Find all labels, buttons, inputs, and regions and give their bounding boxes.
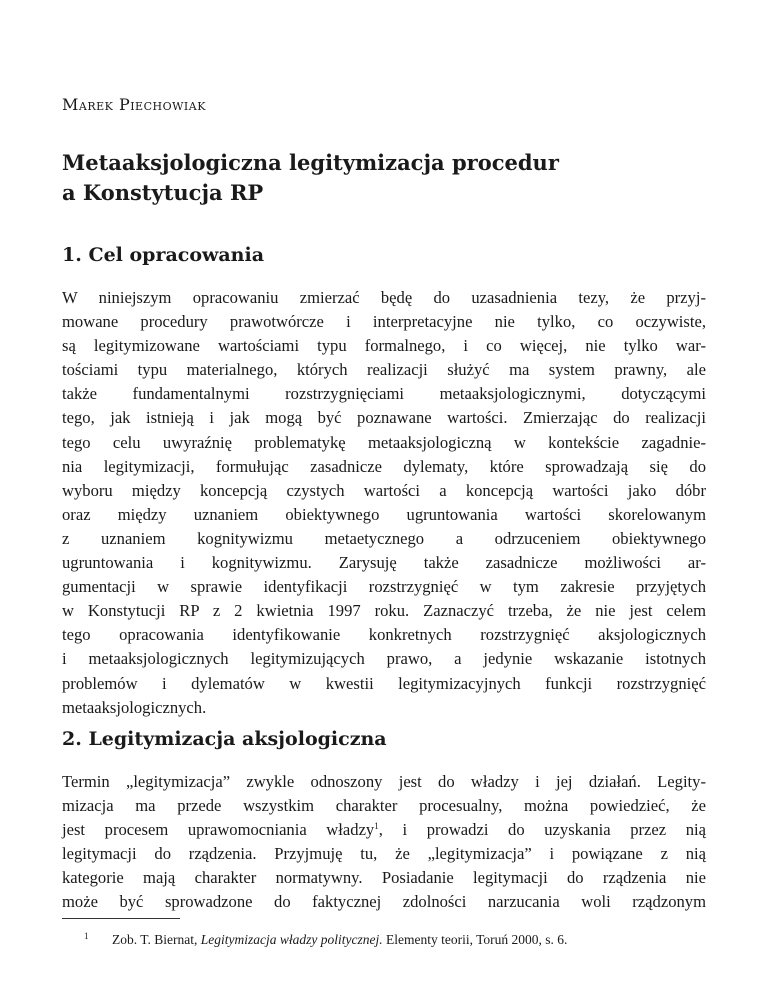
title-line: Metaaksjologiczna legitymizacja procedur	[62, 150, 559, 175]
text-line: tego opracowania identyfikowanie konkretnych rozstrzygnięć aksjologicznych	[62, 625, 706, 645]
text-line: mizacja ma przede wszystkim charakter procesualny, można powiedzieć, że	[62, 796, 706, 816]
text-line: oraz między uznaniem obiektywnego ugruntowania wartości skorelowanym	[62, 504, 706, 524]
text-line: tego, jak istnieją i jak mogą być poznawane wartości. Zmierzając do realizacji	[62, 408, 706, 428]
text-line-with-footnote	[62, 818, 706, 842]
text-line: i metaaksjologicznych legitymizujących prawo, a jedynie wskazanie istotnych	[62, 649, 706, 669]
title-line: a Konstytucja RP	[62, 180, 264, 205]
footnote-mark: 1	[84, 931, 89, 941]
text-line: Termin „legitymizacja” zwykle odnoszony jest do władzy i jej działań. Legity-	[62, 772, 706, 791]
section-heading: 2. Legitymizacja aksjologiczna	[62, 728, 387, 750]
footnote-suffix: Elementy teorii, Toruń 2000, s. 6.	[382, 932, 568, 947]
footnote-book-title: Legitymizacja władzy politycznej.	[200, 932, 383, 947]
text-line: z uznaniem kognitywizmu metaetycznego a odrzuceniem obiektywnego	[62, 528, 706, 548]
text-line: legitymacji do rządzenia. Przyjmuję tu, że „legitymizacja” i powiązane z nią	[62, 844, 706, 864]
text-line: nia legitymizacji, formułując zasadnicze dylematy, które sprowadzają się do	[62, 456, 706, 476]
text-line: może być sprowadzone do faktycznej zdolności narzucania woli rządzonym	[62, 892, 706, 912]
text-line: wyboru między koncepcją czystych wartości a koncepcją wartości jako dóbr	[62, 480, 706, 500]
text-fragment: jest procesem uprawomocniania władzy	[62, 820, 375, 840]
author-name: Marek Piechowiak	[62, 95, 206, 114]
section-1-paragraph	[62, 286, 706, 720]
text-line: mowane procedury prawotwórcze i interpretacyjne nie tylko, co oczywiste,	[62, 312, 706, 332]
text-line: kategorie mają charakter normatywny. Posiadanie legitymacji do rządzenia nie	[62, 868, 706, 888]
text-line: tościami typu materialnego, których realizacji służyć ma system prawny, ale	[62, 360, 706, 380]
text-line: W niniejszym opracowaniu zmierzać będę do uzasadnienia tezy, że przyj-	[62, 288, 706, 307]
text-line: problemów i dylematów w kwestii legitymizacyjnych funkcji rozstrzygnięć	[62, 673, 706, 693]
text-line: w Konstytucji RP z 2 kwietnia 1997 roku. Zaznaczyć trzeba, że nie jest celem	[62, 601, 706, 621]
section-heading: 1. Cel opracowania	[62, 244, 265, 266]
text-line: tego celu uwyraźnię problematykę metaaksjologiczną w kontekście zagadnie-	[62, 432, 706, 452]
text-line: także fundamentalnymi rozstrzygnięciami metaaksjologicznymi, dotyczącymi	[62, 384, 706, 404]
text-fragment: , i prowadzi do uzyskania przez nią	[378, 820, 706, 840]
footnote-text	[112, 931, 567, 949]
text-line: metaaksjologicznych.	[62, 697, 207, 717]
text-line: są legitymizowane wartościami typu formalnego, i co więcej, nie tylko war-	[62, 336, 706, 356]
article-title	[62, 148, 702, 208]
footnote-divider	[62, 918, 180, 919]
footnote-reference[interactable]: 1	[374, 821, 379, 832]
text-line: ugruntowania i kognitywizmu. Zarysuję także zasadnicze możliwości ar-	[62, 553, 706, 573]
section-2-paragraph	[62, 770, 706, 915]
text-line: gumentacji w sprawie identyfikacji rozstrzygnięć w tym zakresie przyjętych	[62, 577, 706, 597]
footnote-prefix: Zob. T. Biernat,	[112, 932, 201, 947]
